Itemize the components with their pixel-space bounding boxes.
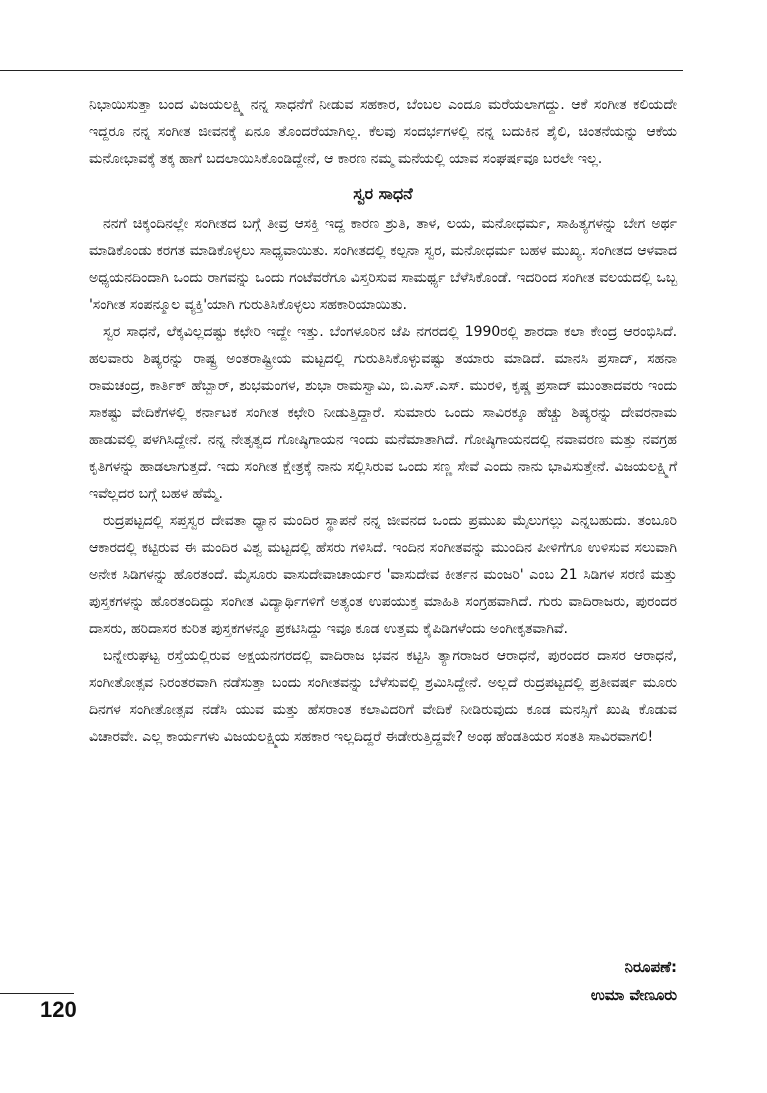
page-number: 120 xyxy=(40,997,77,1022)
paragraph-5: ಬನ್ನೇರುಘಟ್ಟ ರಸ್ತೆಯಲ್ಲಿರುವ ಅಕ್ಷಯನಗರದಲ್ಲಿ ವಾದಿರಾಜ ಭವನ ಕಟ್ಟಿಸಿ ತ್ಯಾಗರಾಜರ ಆರಾಧನೆ, ಪುರಂದರ ದಾಸರ ಆರಾಧನೆ, ಸಂಗೀತೋತ್ಸವ ನಿರಂತರವಾಗಿ ನಡೆಸುತ್ತಾ ಬಂದು ಸಂಗೀತವನ್ನು ಬೆಳೆಸುವಲ್ಲಿ ಶ್ರಮಿಸಿದ್ದೇನೆ. ಅಲ್ಲದೆ ರುದ್ರಪಟ್ಟದಲ್ಲಿ ಪ್ರತೀವರ್ಷ ಮೂರು ದಿನಗಳ ಸಂಗೀತೋತ್ಸವ ನಡೆಸಿ ಯುವ ಮತ್ತು ಹೆಸರಾಂತ ಕಲಾವಿದರಿಗೆ ವೇದಿಕೆ ನೀಡಿರುವುದು ಕೂಡ ಮನಸ್ಸಿಗೆ ಖುಷಿ ಕೊಡುವ ವಿಚಾರವೇ. ಎಲ್ಲ ಕಾರ್ಯಗಳು ವಿಜಯಲಕ್ಷ್ಮಿಯ ಸಹಕಾರ ಇಲ್ಲದಿದ್ದರೆ ಈಡೇರುತ್ತಿದ್ದವೇ? ಅಂಥ ಹೆಂಡತಿಯರ ಸಂತತಿ ಸಾವಿರವಾಗಲಿ! xyxy=(89,648,677,745)
section-heading: ಸ್ವರ ಸಾಧನೆ xyxy=(353,184,413,203)
byline-label: ನಿರೂಪಣೆ: xyxy=(624,958,677,976)
paragraph-3: ಸ್ವರ ಸಾಧನೆ, ಲೆಕ್ಕವಿಲ್ಲದಷ್ಟು ಕಛೇರಿ ಇದ್ದೇ ಇತ್ತು. ಬೆಂಗಳೂರಿನ ಜೆಪಿ ನಗರದಲ್ಲಿ 1990ರಲ್ಲಿ ಶಾರದಾ ಕಲಾ ಕೇಂದ್ರ ಆರಂಭಿಸಿದೆ. ಹಲವಾರು ಶಿಷ್ಯರನ್ನು ರಾಷ್ಟ್ರ ಅಂತರಾಷ್ಟ್ರೀಯ ಮಟ್ಟದಲ್ಲಿ ಗುರುತಿಸಿಕೊಳ್ಳುವಷ್ಟು ತಯಾರು ಮಾಡಿದೆ. ಮಾನಸಿ ಪ್ರಸಾದ್, ಸಹನಾ ರಾಮಚಂದ್ರ, ಕಾರ್ತಿಕ್ ಹೆಬ್ಬಾರ್, ಶುಭಮಂಗಳ, ಶುಭಾ ರಾಮಸ್ವಾಮಿ, ಬಿ.ಎಸ್.ಎಸ್. ಮುರಳಿ, ಕೃಷ್ಣ ಪ್ರಸಾದ್ ಮುಂತಾದವರು ಇಂದು ಸಾಕಷ್ಟು ವೇದಿಕೆಗಳಲ್ಲಿ ಕರ್ನಾಟಕ ಸಂಗೀತ ಕಛೇರಿ ನೀಡುತ್ತಿದ್ದಾರೆ. ಸುಮಾರು ಒಂದು ಸಾವಿರಕ್ಕೂ ಹೆಚ್ಚು ಶಿಷ್ಯರನ್ನು ದೇವರನಾಮ ಹಾಡುವಲ್ಲಿ ಪಳಗಿಸಿದ್ದೇನೆ. ನನ್ನ ನೇತೃತ್ವದ ಗೋಷ್ಠಿಗಾಯನ ಇಂದು ಮನೆಮಾತಾಗಿದೆ. ಗೋಷ್ಠಿಗಾಯನದಲ್ಲಿ ನವಾವರಣ ಮತ್ತು ನವಗ್ರಹ ಕೃತಿಗಳನ್ನು ಹಾಡಲಾಗುತ್ತದೆ. ಇದು ಸಂಗೀತ ಕ್ಷೇತ್ರಕ್ಕೆ ನಾನು ಸಲ್ಲಿಸಿರುವ ಒಂದು ಸಣ್ಣ ಸೇವೆ ಎಂದು ನಾನು ಭಾವಿಸುತ್ತೇನೆ. ವಿಜಯಲಕ್ಷ್ಮಿಗೆ ಇವೆಲ್ಲದರ ಬಗ್ಗೆ ಬಹಳ ಹೆಮ್ಮೆ. xyxy=(89,324,677,502)
article-body xyxy=(89,92,677,751)
page-number-rule xyxy=(0,993,74,994)
paragraph-2: ನನಗೆ ಚಿಕ್ಕಂದಿನಲ್ಲೇ ಸಂಗೀತದ ಬಗ್ಗೆ ತೀವ್ರ ಆಸಕ್ತಿ ಇದ್ದ ಕಾರಣ ಶ್ರುತಿ, ತಾಳ, ಲಯ, ಮನೋಧರ್ಮ, ಸಾಹಿತ್ಯಗಳನ್ನು ಬೇಗ ಅರ್ಥ ಮಾಡಿಕೊಂಡು ಕರಗತ ಮಾಡಿಕೊಳ್ಳಲು ಸಾಧ್ಯವಾಯಿತು. ಸಂಗೀತದಲ್ಲಿ ಕಲ್ಪನಾ ಸ್ವರ, ಮನೋಧರ್ಮ ಬಹಳ ಮುಖ್ಯ. ಸಂಗೀತದ ಆಳವಾದ ಅಧ್ಯಯನದಿಂದಾಗಿ ಒಂದು ರಾಗವನ್ನು ಒಂದು ಗಂಟೆವರೆಗೂ ವಿಸ್ತರಿಸುವ ಸಾಮರ್ಥ್ಯ ಬೆಳೆಸಿಕೊಂಡೆ. ಇದರಿಂದ ಸಂಗೀತ ವಲಯದಲ್ಲಿ ಒಬ್ಬ 'ಸಂಗೀತ ಸಂಪನ್ಮೂಲ ವ್ಯಕ್ತಿ'ಯಾಗಿ ಗುರುತಿಸಿಕೊಳ್ಳಲು ಸಹಕಾರಿಯಾಯಿತು. xyxy=(89,216,677,313)
byline xyxy=(591,953,677,1009)
paragraph-4: ರುದ್ರಪಟ್ಟದಲ್ಲಿ ಸಪ್ತಸ್ವರ ದೇವತಾ ಧ್ಯಾನ ಮಂದಿರ ಸ್ಥಾಪನೆ ನನ್ನ ಜೀವನದ ಒಂದು ಪ್ರಮುಖ ಮೈಲುಗಲ್ಲು ಎನ್ನಬಹುದು. ತಂಬೂರಿ ಆಕಾರದಲ್ಲಿ ಕಟ್ಟಿರುವ ಈ ಮಂದಿರ ವಿಶ್ವ ಮಟ್ಟದಲ್ಲಿ ಹೆಸರು ಗಳಿಸಿದೆ. ಇಂದಿನ ಸಂಗೀತವನ್ನು ಮುಂದಿನ ಪೀಳಿಗೆಗೂ ಉಳಿಸುವ ಸಲುವಾಗಿ ಅನೇಕ ಸಿಡಿಗಳನ್ನು ಹೊರತಂದೆ. ಮೈಸೂರು ವಾಸುದೇವಾಚಾರ್ಯರ 'ವಾಸುದೇವ ಕೀರ್ತನ ಮಂಜರಿ' ಎಂಬ 21 ಸಿಡಿಗಳ ಸರಣಿ ಮತ್ತು ಪುಸ್ತಕಗಳನ್ನು ಹೊರತಂದಿದ್ದು ಸಂಗೀತ ವಿದ್ಯಾರ್ಥಿಗಳಿಗೆ ಅತ್ಯಂತ ಉಪಯುಕ್ತ ಮಾಹಿತಿ ಸಂಗ್ರಹವಾಗಿದೆ. ಗುರು ವಾದಿರಾಜರು, ಪುರಂದರ ದಾಸರು, ಹರಿದಾಸರ ಕುರಿತ ಪುಸ್ತಕಗಳನ್ನೂ ಪ್ರಕಟಿಸಿದ್ದು ಇವೂ ಕೂಡ ಉತ್ತಮ ಕೈಪಿಡಿಗಳೆಂದು ಅಂಗೀಕೃತವಾಗಿವೆ. xyxy=(89,513,677,637)
top-rule xyxy=(0,70,683,71)
byline-name: ಉಮಾ ವೇಣೂರು xyxy=(590,986,677,1004)
paragraph-1: ನಿಭಾಯಿಸುತ್ತಾ ಬಂದ ವಿಜಯಲಕ್ಷ್ಮಿ ನನ್ನ ಸಾಧನೆಗೆ ನೀಡುವ ಸಹಕಾರ, ಬೆಂಬಲ ಎಂದೂ ಮರೆಯಲಾಗದ್ದು. ಆಕೆ ಸಂಗೀತ ಕಲಿಯದೇ ಇದ್ದರೂ ನನ್ನ ಸಂಗೀತ ಜೀವನಕ್ಕೆ ಏನೂ ತೊಂದರೆಯಾಗಿಲ್ಲ. ಕೆಲವು ಸಂದರ್ಭಗಳಲ್ಲಿ ನನ್ನ ಬದುಕಿನ ಶೈಲಿ, ಚಿಂತನೆಯನ್ನು ಆಕೆಯ ಮನೋಭಾವಕ್ಕೆ ತಕ್ಕ ಹಾಗೆ ಬದಲಾಯಿಸಿಕೊಂಡಿದ್ದೇನೆ, ಆ ಕಾರಣ ನಮ್ಮ ಮನೆಯಲ್ಲಿ ಯಾವ ಸಂಘರ್ಷವೂ ಬರಲೇ ಇಲ್ಲ. xyxy=(89,97,677,167)
